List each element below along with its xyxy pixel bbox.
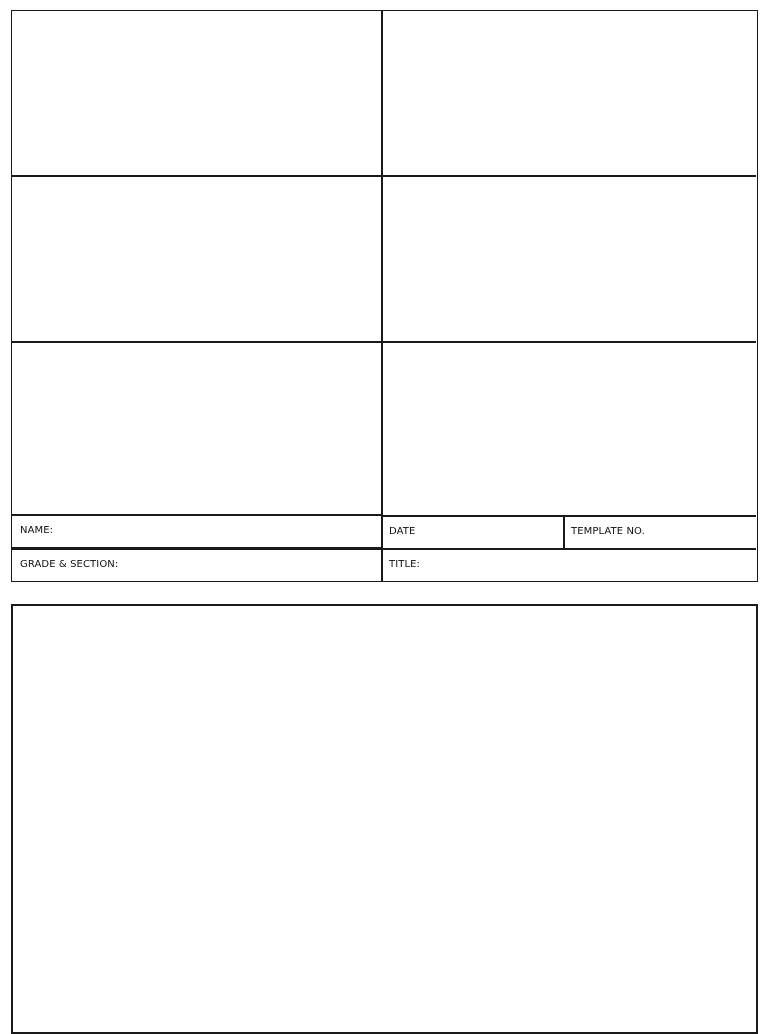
date-template-divider bbox=[563, 515, 565, 548]
row-divider-1 bbox=[12, 175, 756, 177]
panel-1 bbox=[12, 11, 382, 175]
center-divider bbox=[381, 11, 383, 581]
grade-section-label: GRADE & SECTION: bbox=[20, 559, 119, 570]
panel-2 bbox=[384, 11, 756, 175]
panel-4 bbox=[384, 177, 756, 341]
info-strip-top-right bbox=[382, 515, 756, 517]
panel-6 bbox=[384, 343, 756, 515]
info-strip-top bbox=[12, 514, 382, 516]
info-strip-middle bbox=[12, 547, 382, 550]
date-label: DATE bbox=[389, 526, 416, 537]
info-strip-middle-right bbox=[382, 548, 756, 550]
title-label: TITLE: bbox=[389, 559, 421, 570]
row-divider-2 bbox=[12, 341, 756, 343]
drawing-area bbox=[11, 604, 758, 1034]
panel-3 bbox=[12, 177, 382, 341]
panel-5 bbox=[12, 343, 382, 515]
name-label: NAME: bbox=[20, 525, 54, 536]
storyboard-grid bbox=[11, 10, 758, 582]
template-number-label: TEMPLATE NO. bbox=[571, 526, 645, 537]
